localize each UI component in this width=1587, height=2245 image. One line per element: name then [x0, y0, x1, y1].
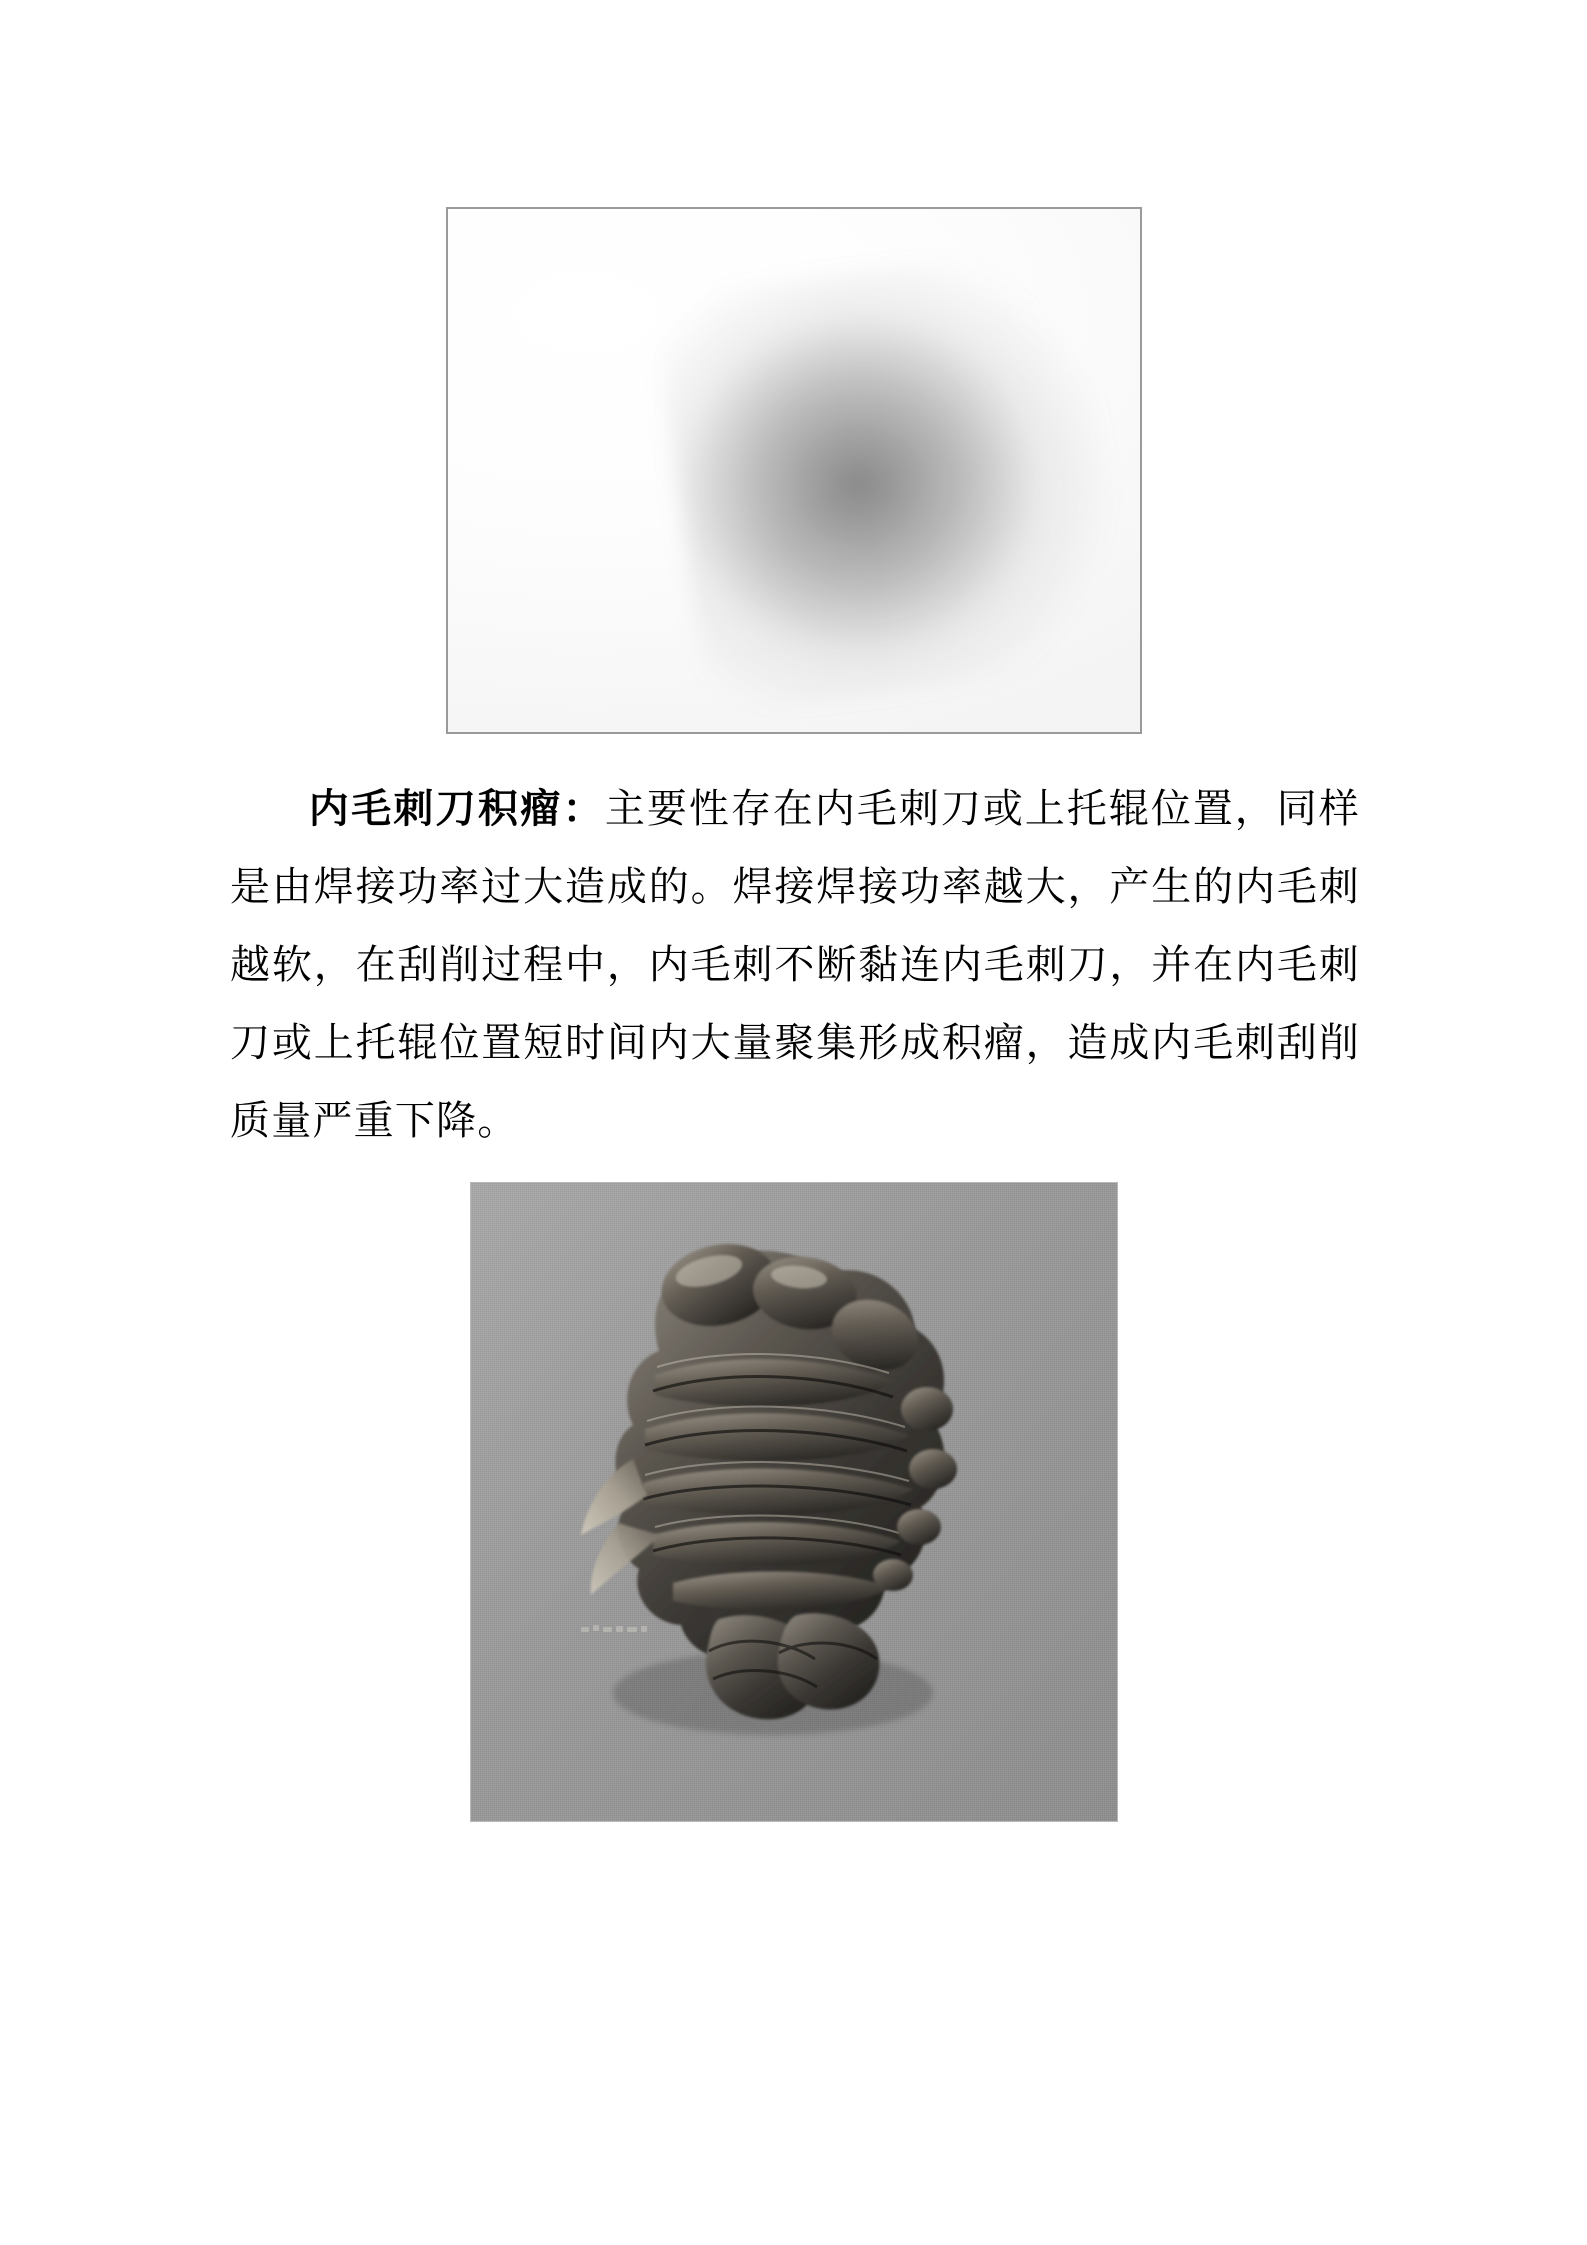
figure-1-shadow — [651, 241, 1135, 717]
paragraph-lead-label: 内毛刺刀积瘤： — [308, 786, 605, 831]
figure-1-image — [448, 209, 1140, 732]
paragraph-inner-burr-accumulation — [230, 770, 1360, 1160]
photograph-of-metal-burr-lump-icon — [523, 1223, 1003, 1743]
figure-inner-burr-accumulation-1 — [446, 207, 1142, 734]
figure-inner-burr-accumulation-2 — [470, 1182, 1118, 1822]
paragraph-body: 主要性存在内毛刺刀或上托辊位置，同样是由焊接功率过大造成的。焊接焊接功率越大，产生的内毛刺越软，在刮削过程中，内毛刺不断黏连内毛刺刀，并在内毛刺刀或上托辊位置短时间内大量聚集形成积瘤，造成内毛刺刮削质量严重下降。 — [230, 786, 1360, 1143]
